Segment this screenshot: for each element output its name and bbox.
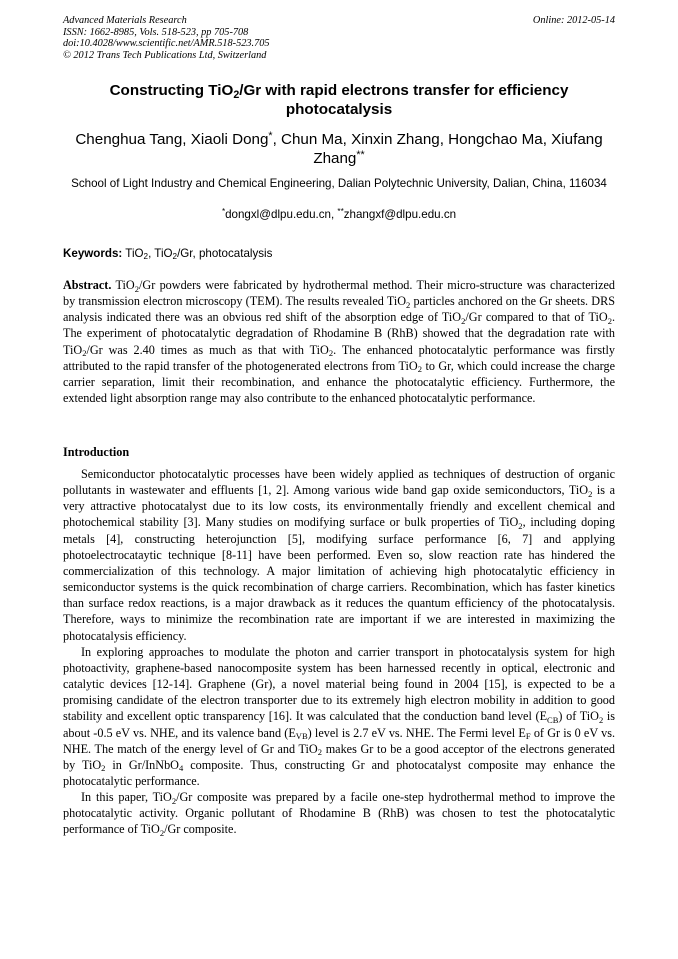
introduction-heading: Introduction [63,445,130,459]
journal-header [63,15,483,61]
paragraph-1: Semiconductor photocatalytic processes have been widely applied as techniques of destruction of organic pollutants in wastewater and effluents [1, 2]. Among various wide band gap oxide semiconductors, TiO$_2$ is a very attractive photocatalyst due to its low costs, its environmentally friendly and excellent chemical and photochemical stability [3]. Many studies on modifying surface or bulk properties of TiO$_2$, including doping metals [4], constructing heterojunction [5], modifying surface performance [6, 7] and applying photoelectrocataytic technique [8-11] have been performed. Even so, slow reaction rate has hindered the commercialization of this technology. A major limitation of achieving high photocatalytic efficiency in semiconductor systems is the quick recombination of charge carriers. Recombination, which has faster kinetics than surface redox reactions, is a major drawback as it reduces the quantum efficiency of the photocatalysis. Therefore, ways to minimize the recombination rate are important if we are interested in maximizing the photocatalysis efficiency. [63,467,615,643]
abstract: Abstract. TiO$_2$/Gr powders were fabricated by hydrothermal method. Their micro-structure was characterized by transmission electron microscopy (TEM). The results revealed TiO$_2$ particles anchored on the Gr sheets. DRS analysis indicated there was an obvious red shift of the absorption edge of TiO$_2$/Gr compared to that of TiO$_2$. The experiment of photocatalytic degradation of Rhodamine B (RhB) showed that the degradation rate with TiO$_2$/Gr was 2.40 times as much as that with TiO$_2$. The enhanced photocatalytic performance was firstly attributed to the rapid transfer of the photogenerated electrons from TiO$_2$ to Gr, which could increase the charge carrier separation, limit their recombination, and enhance the photocatalytic efficiency. Furthermore, the extended light absorption range may also contribute to the enhanced photocatalytic performance. [63,278,615,406]
author-emails: *dongxl@dlpu.edu.cn, **zhangxf@dlpu.edu.cn [221,206,457,221]
issn-line: ISSN: 1662-8985, Vols. 518-523, pp 705-708 [63,26,249,38]
paragraph-3: In this paper, TiO$_2$/Gr composite was prepared by a facile one-step hydrothermal method to improve the photocatalytic activity. Organic pollutant of Rhodamine B (RhB) was chosen to test the photocatalytic performance of TiO$_2$/Gr composite. [63,790,615,838]
copyright-line: © 2012 Trans Tech Publications Ltd, Switzerland [63,49,267,61]
keywords: Keywords: TiO$_2$, TiO$_2$/Gr, photocatalysis [63,247,273,262]
doi-line[interactable]: doi:10.4028/www.scientific.net/AMR.518-523.705 [63,38,270,50]
keywords-label: Keywords: [63,247,123,260]
paragraph-2: In exploring approaches to modulate the photon and carrier transport in photocatalysis system for high photoactivity, graphene-based nanocomposite system has been harnessed recently in optical, electronic and catalytic devices [12-14]. Graphene (Gr), a novel material being found in 2004 [15], is expected to be a promising candidate of the electron transporter due to its extremely high electron mobility in addition to good stability and excellent optic transparency [16]. It was calculated that the conduction band level $(E_{CB})$ of TiO$_2$ is about -0.5 eV vs. NHE, and its valence band $(E_{VB})$ level is 2.7 eV vs. NHE. The Fermi level $E_F$ of Gr is 0 eV vs. NHE. The match of the energy level of Gr and TiO$_2$ makes Gr to be a good acceptor of the electrons generated by TiO$_2$ in Gr/InNbO$_4$ composite. Thus, constructing Gr and photocatalyst composite may enhance the photocatalytic performance. [63,644,616,788]
journal-name: Advanced Materials Research [63,15,187,26]
introduction-body [63,466,615,838]
email-link-1[interactable]: dongxl@dlpu.edu.cn, [225,208,338,221]
online-date: Online: 2012-05-14 [532,15,615,26]
affiliation: School of Light Industry and Chemical Engineering, Dalian Polytechnic University, Dalian, China, 116034 [71,177,607,190]
author-list: Chenghua Tang, Xiaoli Dong*, Chun Ma, Xinxin Zhang, Hongchao Ma, Xiufang Zhang** [75,129,603,167]
abstract-label: Abstract. [63,278,112,292]
email-link-2[interactable]: zhangxf@dlpu.edu.cn [343,208,457,221]
paper-title: Constructing TiO$_2$/Gr with rapid electrons transfer for efficiency photocatalysis [109,82,569,118]
